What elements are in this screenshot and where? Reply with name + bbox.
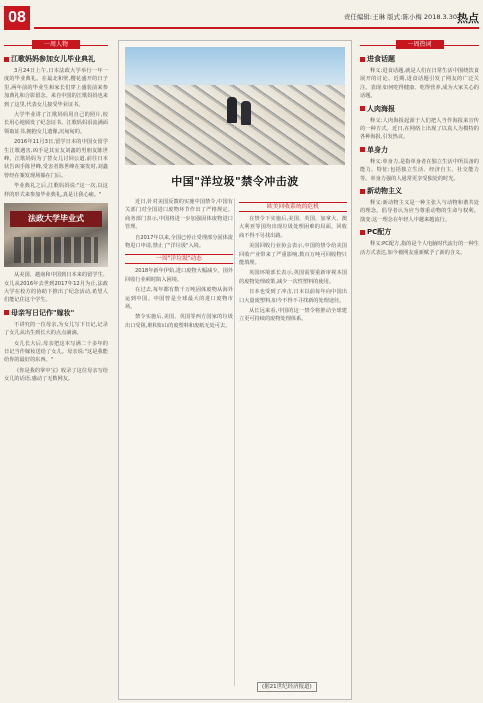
square-bullet-icon [360,106,365,111]
square-bullet-icon [360,189,365,194]
hotword-text: 释义:进食话题,就是人们在日常生活中围绕饮食展开的讨论。近期,进食话题引发了网友的广泛关注。表现:如何吃得健康、吃得营养,成为大家关心的话题。 [360,68,479,100]
hotword-title [360,146,479,155]
right-tag-wrap [360,40,479,51]
feature-column-2 [239,198,347,326]
paragraph: 美国回收行业协会表示,中国的禁令给美国回收产业带来了严重影响,数百万吨可回收物只能填埋。 [239,243,347,267]
paragraph: 从美国、越南和中国到日本来的留学生、女儿从2016年去世到2017年12月为止,法政大学在校方的协助下推出了纪念活动,希望人们能记住这个学生。 [4,272,108,304]
hotword-text: 释义:人肉海报起源于人们把人当作海报来宣传的一种方式。近日,在网络上出现了以真人为模特的各种海报,引发热议。 [360,117,479,141]
section-name: 热点 [457,12,479,25]
feature-subhead: 一周"洋垃圾"动态 [125,254,233,264]
source-note: (据21世纪经济报道) [257,682,317,692]
person-figure [241,101,251,125]
paragraph: 2016年11月3日,留学日本的中国女留学生江歌遇害,凶手是其室友刘鑫的男朋友陈世峰。江歌妈妈为了替女儿讨回公道,前往日本状告凶手陈世峰,受害者陈世峰在案发时,刘鑫曾经在案发现场躲在门后。 [4,139,108,179]
paragraph: 在过去,每年都有数千万吨固体废物从海外运到中国。中国曾是全球最大的进口废物市场。 [125,287,233,311]
hotword-title-text: PC配方 [367,228,392,237]
paragraph: 《你是我的掌中宝》收录了这位母亲写给女儿的话语,感动了无数网友。 [4,367,108,383]
paragraph: 英国环境部长表示,英国需要重新审视本国的废物处理政策,减少一次性塑料的使用。 [239,270,347,285]
page-header [0,0,483,34]
square-bullet-icon [360,147,365,152]
photo-people [14,237,98,263]
graduation-photo [4,203,108,267]
paragraph: 禁令实施后,美国、英国等西方国家的垃圾出口受阻,堆积如山的废塑料和废纸无处可去。 [125,314,233,329]
article-title-text: 母亲写日记作"嫁妆" [11,308,75,317]
square-bullet-icon [4,57,9,62]
photo-banner-text: 法政大学毕业式 [10,211,102,227]
hotword-title-text: 人肉海报 [367,104,395,113]
article-title-jiangge [4,55,108,64]
article-title-text: 江歌妈妈参加女儿毕业典礼 [11,55,95,63]
hotword-text: 释义:PC配方,指的是个人电脑时代流行的一种生活方式表达,如今被网友重新赋予了新的含义。 [360,241,479,256]
square-bullet-icon [360,230,365,235]
paragraph: 日本也受到了冲击,日本以前每年向中国出口大量废塑料,如今不得不寻找新的处理途径。 [239,289,347,304]
article-title-diary [4,309,108,318]
square-bullet-icon [360,57,365,62]
feature-headline: 中国"洋垃圾"禁令冲击波 [171,175,299,188]
main-feature [118,40,352,700]
paragraph: 女儿长大后,母亲把这本写满二十多年的日记当作嫁妆送给了女儿。母亲说:"这是我能给你的最好的东西。" [4,340,108,364]
header-rule [34,27,479,29]
paragraph: 在禁令下实施后,美国、英国、加拿大、澳大利亚等国均出现垃圾处理困难的局面。回收商不得不另找出路。 [239,216,347,239]
hotword-title-text: 进食话题 [367,55,395,63]
hotword-title [360,187,479,196]
garbage-pile-photo [125,47,345,165]
left-section-tag: 一周人物 [32,40,80,49]
editor-meta: 责任编辑:王琳 版式:陈小梅 2018.3.30 [343,13,457,21]
hotword-title [360,228,479,237]
paragraph: 近日,针对美国反馈的实施中国禁令,中国有关部门对全国进口废物环节作出了严格规定。商务部门表示,中国将进一步加强固体废物进口管理。 [125,199,233,231]
hotword-text: 释义:单身力,是指单身者在独立生活中所具备的能力。特征:包括独立生活、经济自主、社交能力等。单身力强的人通常更享受独处的时光。 [360,158,479,182]
paragraph: 毕业典礼之后,江歌妈妈说:"这一次,以这样的形式来参加毕业典礼,真是让我心痛。" [4,183,108,198]
page-number: 08 [4,6,30,30]
hotword-title-text: 单身力 [367,145,388,154]
paragraph: 自2017年以来,全国已停止受理部分固体废物进口申请,禁止了"洋垃圾"入境。 [125,234,233,250]
paragraph: 从长远来看,中国的这一禁令将推动全球建立更可持续的废物处理体系。 [239,308,347,323]
hotword-text: 释义:新动物主义是一种主张人与动物和谐共处的理念。倡导者认为应当尊重动物的生命与权利。演变:这一理念在年轻人中越来越流行。 [360,200,479,223]
paragraph: 2018年新年伊始,进口废物大幅减少。国外回收行业顿时陷入困境。 [125,268,233,283]
hotword-title [360,105,479,114]
left-tag-wrap [4,40,108,51]
feature-column-1 [125,198,233,332]
right-section-tag: 一周热词 [396,40,444,49]
feature-subhead: 欧美回收系统的危机 [239,202,347,212]
paragraph: 不讲究的一位母亲,为女儿写下日记,记录了女儿从出生到长大的点点滴滴。 [4,321,108,337]
left-column [4,40,108,386]
paragraph: 大学毕业讲了江歌妈妈用自己的照片,校长用心地颁发了纪念证书。江歌妈妈泪流满面领取证书,拥抱女儿遗像,沉甸甸的。 [4,112,108,135]
person-figure [227,97,237,123]
right-column [360,40,479,259]
column-divider [234,198,235,686]
hotword-title [360,55,479,64]
paragraph: 3月24日上午,日本法政大学举行一年一度的毕业典礼。在最北和壁,樱花盛开的日子里,两年前的毕业生和家长们穿上盛装前来参加典礼和合影留念。来自中国的江歌妈妈也来到了这里,代表女儿接受毕业证书。 [4,68,108,108]
hotword-title-text: 新动物主义 [367,187,402,196]
square-bullet-icon [4,310,9,315]
